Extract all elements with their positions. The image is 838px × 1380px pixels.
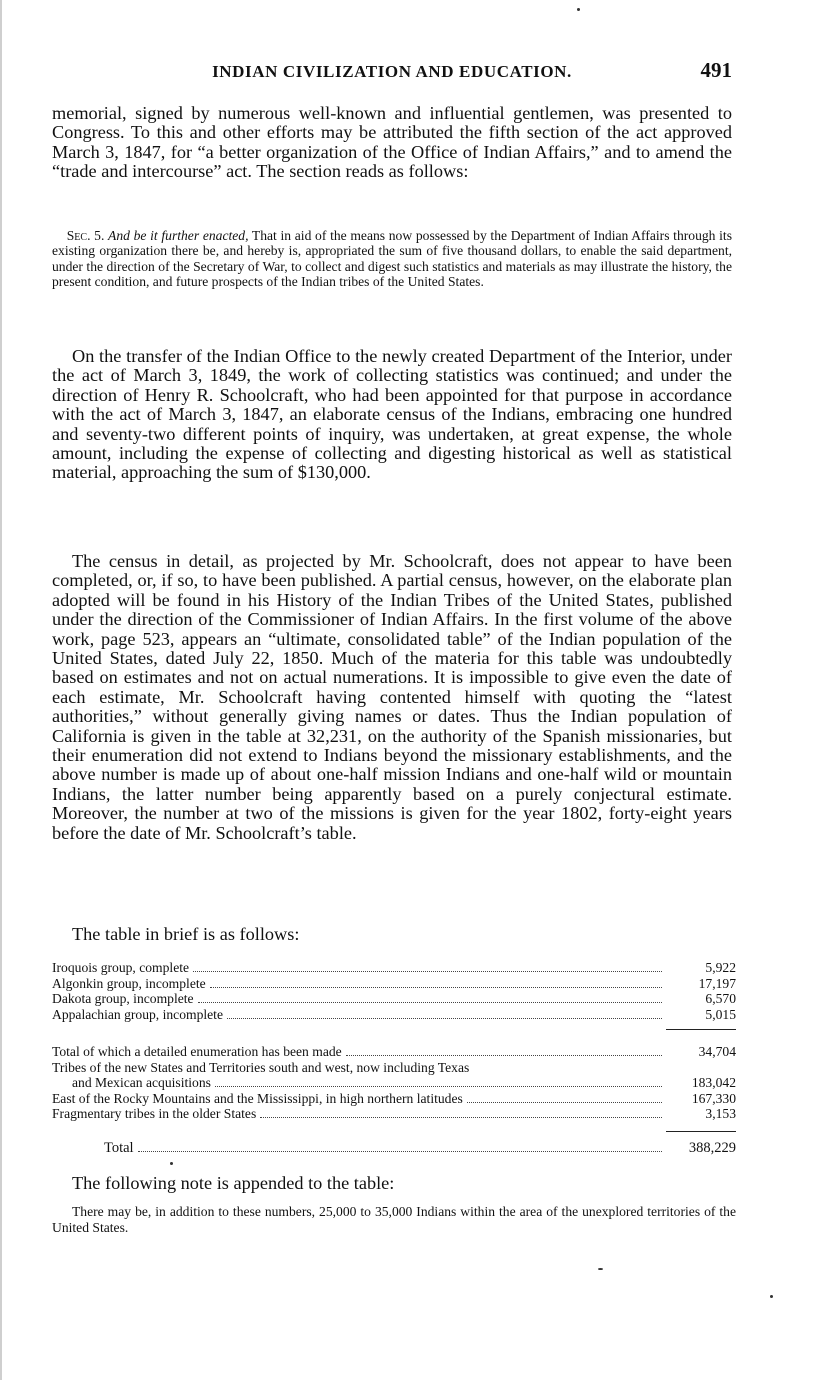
- total-label: Total: [104, 1140, 134, 1156]
- table-row: [52, 991, 736, 1007]
- table-row: [52, 1060, 736, 1076]
- note-intro: The following note is appended to the table:: [72, 1173, 395, 1193]
- leader-dots: [210, 987, 662, 988]
- paragraph-transfer: [52, 347, 732, 483]
- quoted-section: [52, 228, 732, 289]
- page-edge: [0, 0, 2, 1380]
- print-speck: [577, 8, 580, 11]
- row-label: Total of which a detailed enumeration has been made: [52, 1044, 342, 1059]
- row-value: 3,153: [705, 1106, 736, 1121]
- leader-dots: [215, 1086, 662, 1087]
- total-value: 388,229: [688, 1140, 736, 1156]
- table-row: [52, 1044, 736, 1060]
- row-value: 5,015: [705, 1006, 736, 1022]
- table-row: [52, 1091, 736, 1107]
- page-number: 491: [700, 58, 732, 82]
- leader-dots: [467, 1102, 662, 1103]
- row-value: 6,570: [705, 991, 736, 1006]
- print-speck: [770, 1295, 773, 1298]
- row-value: 5,922: [705, 960, 736, 975]
- print-speck: [598, 1268, 603, 1270]
- table-row: [52, 1075, 736, 1091]
- paragraph-text: The census in detail, as projected by Mr. Schoolcraft, does not appear to have been completed, or, if so, to have been published. A partial census, however, on the elaborate plan adopted will be found in his History of the Indian Tribes of the United States, published under the direction of the Commissioner of Indian Affairs. In the first volume of the above work, page 523, appears an “ultimate, consolidated table” of the Indian population of the United States, dated July 22, 1850. Much of the materia for this table was undoubtedly based on estimates and not on actual numerations. It is impossible to give even the date of each estimate, Mr. Schoolcraft having contented himself with quoting the “latest authorities,” without generally giving names or dates. Thus the Indian population of California is given in the table at 32,231, on the authority of the Spanish missionaries, but their enumeration did not extend to Indians beyond the missionary establishments, and the above number is made up of about one-half mission Indians and one-half wild or mountain Indians, the latter number being apparently based on a purely conjectural estimate. Moreover, the number at two of the missions is given for the year 1802, forty-eight years before the date of Mr. Schoolcraft’s table.: [52, 551, 732, 843]
- enacting-clause: And be it further enacted,: [108, 228, 249, 243]
- row-value: 34,704: [698, 1044, 736, 1059]
- leader-dots: [198, 1002, 662, 1003]
- row-value: 183,042: [691, 1075, 736, 1090]
- row-label: Tribes of the new States and Territories south and west, now including Texas: [52, 1059, 470, 1075]
- row-value: 167,330: [691, 1090, 736, 1106]
- row-label: East of the Rocky Mountains and the Mississippi, in high northern latitudes: [52, 1090, 463, 1106]
- table-note: There may be, in addition to these numbers, 25,000 to 35,000 Indians within the area of the unexplored territories of the United States.: [52, 1204, 736, 1235]
- table-total-row: [52, 1141, 736, 1157]
- row-label: Dakota group, incomplete: [52, 991, 194, 1006]
- subtotal-rule: [666, 1029, 736, 1030]
- section-text: That in aid of the means now possessed by the Department of Indian Affairs through its existing organization there be, and hereby is, appropriated the sum of five thousand dollars, to enable the said department, under the direction of the Secretary of War, to collect and digest such statistics and materials as may illustrate the history, the present condition, and future prospects of the Indian tribes of the United States.: [52, 228, 732, 289]
- table-row: [52, 960, 736, 976]
- paragraph-memorial: [52, 104, 732, 182]
- population-table-groups: [52, 960, 736, 1022]
- total-rule: [666, 1131, 736, 1132]
- row-value: 17,197: [698, 975, 736, 991]
- row-label: and Mexican acquisitions: [72, 1075, 211, 1090]
- running-head: INDIAN CIVILIZATION AND EDUCATION.: [212, 62, 572, 81]
- leader-dots: [193, 971, 662, 972]
- row-label: Iroquois group, complete: [52, 960, 190, 975]
- leader-dots: [227, 1018, 662, 1019]
- table-intro: The table in brief is as follows:: [72, 924, 300, 944]
- leader-dots: [346, 1055, 662, 1056]
- leader-dots: [260, 1117, 662, 1118]
- page-header: [52, 58, 732, 88]
- section-number: Sec. 5.: [66, 228, 105, 243]
- table-row: [52, 1106, 736, 1122]
- row-label: Appalachian group, incomplete: [52, 1006, 223, 1022]
- print-speck: [170, 1162, 173, 1165]
- table-row: [52, 1141, 736, 1157]
- paragraph-text: On the transfer of the Indian Office to the newly created Department of the Interior, under the act of March 3, 1849, the work of collecting statistics was continued; and under the direction of Henry R. Schoolcraft, who had been appointed for that purpose in accordance with the act of March 3, 1847, an elaborate census of the Indians, embracing one hundred and seventy-two different points of inquiry, was undertaken, at great expense, the whole amount, including the expense of collecting and digesting historical as well as statistical material, approaching the sum of $130,000.: [52, 346, 732, 483]
- table-row: [52, 976, 736, 992]
- paragraph-text: memorial, signed by numerous well-known and influential gentlemen, was presented to Congress. To this and other efforts may be attributed the fifth section of the act approved March 3, 1847, for “a better organization of the Office of Indian Affairs,” and to amend the “trade and intercourse” act. The section reads as follows:: [52, 103, 732, 182]
- paragraph-census: [52, 552, 732, 843]
- leader-dots: [138, 1151, 662, 1152]
- row-label: Fragmentary tribes in the older States: [52, 1106, 257, 1121]
- table-row: [52, 1007, 736, 1023]
- row-label: Algonkin group, incomplete: [52, 975, 206, 991]
- population-table-detail: [52, 1044, 736, 1122]
